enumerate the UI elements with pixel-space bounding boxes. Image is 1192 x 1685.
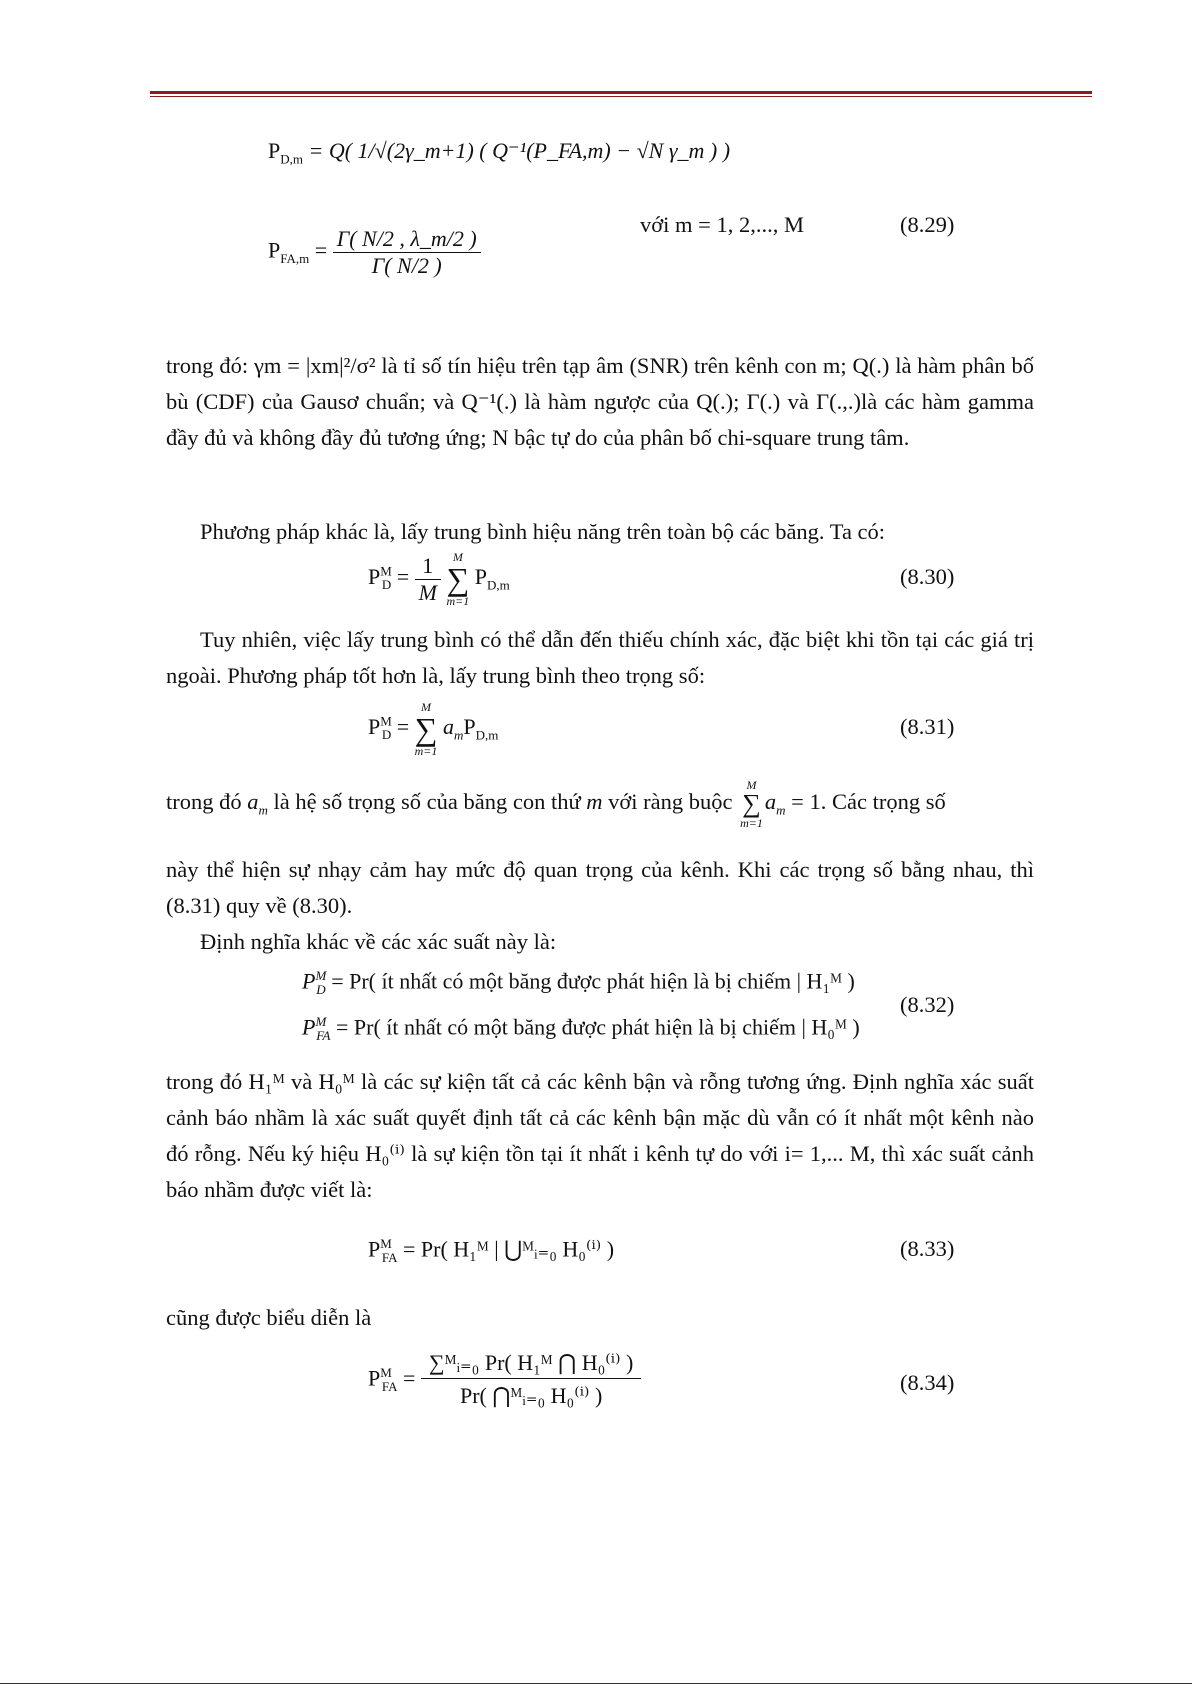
paragraph-weights-constraint: trong đó $a_m$ là hệ số trọng số của băng con thứ m với ràng buộc M ∑ m=1 $a_m = 1$. Các trọng số	[166, 778, 946, 830]
paragraph-false-alarm-definition: trong đó H₁ᴹ và H₀ᴹ là các sự kiện tất cả các kênh bận và rỗng tương ứng. Định nghĩa xác suất cảnh báo nhầm là xác suất quyết định tất cả các kênh bận mặc dù vẫn có ít nhất một kênh nào đó rỗng. Nếu ký hiệu H₀⁽ⁱ⁾ là sự kiện tồn tại ít nhất i kênh tự do với i= 1,... M, thì xác suất cảnh báo nhầm được viết là:	[166, 1069, 1034, 1202]
equation-number-8-31: (8.31)	[900, 714, 955, 739]
equation-number-8-34: (8.34)	[900, 1370, 955, 1395]
equation-pd-m-definition: $P^M_D = Pr$( ít nhất có một băng được phát hiện là bị chiếm | H₁ᴹ )	[302, 968, 855, 997]
paragraph-other-definition: Định nghĩa khác về các xác suất này là:	[200, 929, 557, 954]
equation-condition: với m = 1, 2,..., M	[640, 212, 804, 237]
equation-pfa-m: $P_{FA,m}$ = $\frac{\Gamma( N/2 , \lambda\_m/2 )}{\Gamma( N/2 )}$	[268, 226, 481, 279]
paragraph-snr-definition: trong đó: γm = |xm|²/σ² là tỉ số tín hiệu trên tạp âm (SNR) trên kênh con m; Q(.) là hàm phân bố bù (CDF) của Gausơ chuẩn; và Q⁻¹(.) là hàm ngược của Q(.); Γ(.) và Γ(.,.)là các hàm gamma đầy đủ và không đầy đủ tương ứng; N bậc tự do của phân bố chi-square trung tâm.	[166, 353, 1034, 450]
paragraph-also-expressed: cũng được biểu diễn là	[166, 1305, 372, 1330]
equation-number-8-33: (8.33)	[900, 1236, 955, 1261]
equation-number-8-32: (8.32)	[900, 992, 955, 1017]
equation-pfa-fraction: $P^M_{FA}$ = $\frac{\text{∑ᴹᵢ₌₀ Pr( H₁ᴹ ⋂ H₀⁽ⁱ⁾ )}}{\text{Pr( ⋂ᴹᵢ₌₀ H₀⁽ⁱ⁾ )}}$	[368, 1348, 641, 1413]
equation-pfa-m-definition: $P^M_{FA} = Pr$( ít nhất có một băng được phát hiện là bị chiếm | H₀ᴹ )	[302, 1014, 860, 1043]
equation-pd-average: $P^M_D$ = $\frac{1}{M}$ M ∑ m=1 $P_{D,m}$	[368, 550, 510, 608]
paragraph-weights-meaning: này thể hiện sự nhạy cảm hay mức độ quan trọng của kênh. Khi các trọng số bằng nhau, thì (8.31) quy về (8.30).	[166, 857, 1034, 918]
paragraph-average-method: Phương pháp khác là, lấy trung bình hiệu năng trên toàn bộ các băng. Ta có:	[200, 519, 886, 544]
paragraph-weighted-method: Tuy nhiên, việc lấy trung bình có thể dẫn đến thiếu chính xác, đặc biệt khi tồn tại các giá trị ngoài. Phương pháp tốt hơn là, lấy trung bình theo trọng số:	[166, 627, 1034, 688]
equation-pfa-union: $P^M_{FA} = Pr$( H₁ᴹ | ⋃ᴹᵢ₌₀ H₀⁽ⁱ⁾ )	[368, 1236, 615, 1265]
footer-rule	[0, 1683, 1192, 1684]
equation-pd-weighted: $P^M_D$ = M ∑ m=1 $a_mP_{D,m}$	[368, 700, 499, 758]
equation-pd-m: $P_{D,m} = Q$( 1/√(2γ_m+1) ( Q⁻¹(P_FA,m) − √N γ_m ) )	[268, 138, 731, 167]
header-rule-thin	[150, 96, 1092, 97]
header-rule	[150, 91, 1092, 94]
equation-number-8-30: (8.30)	[900, 564, 955, 589]
equation-number-8-29: (8.29)	[900, 212, 955, 237]
